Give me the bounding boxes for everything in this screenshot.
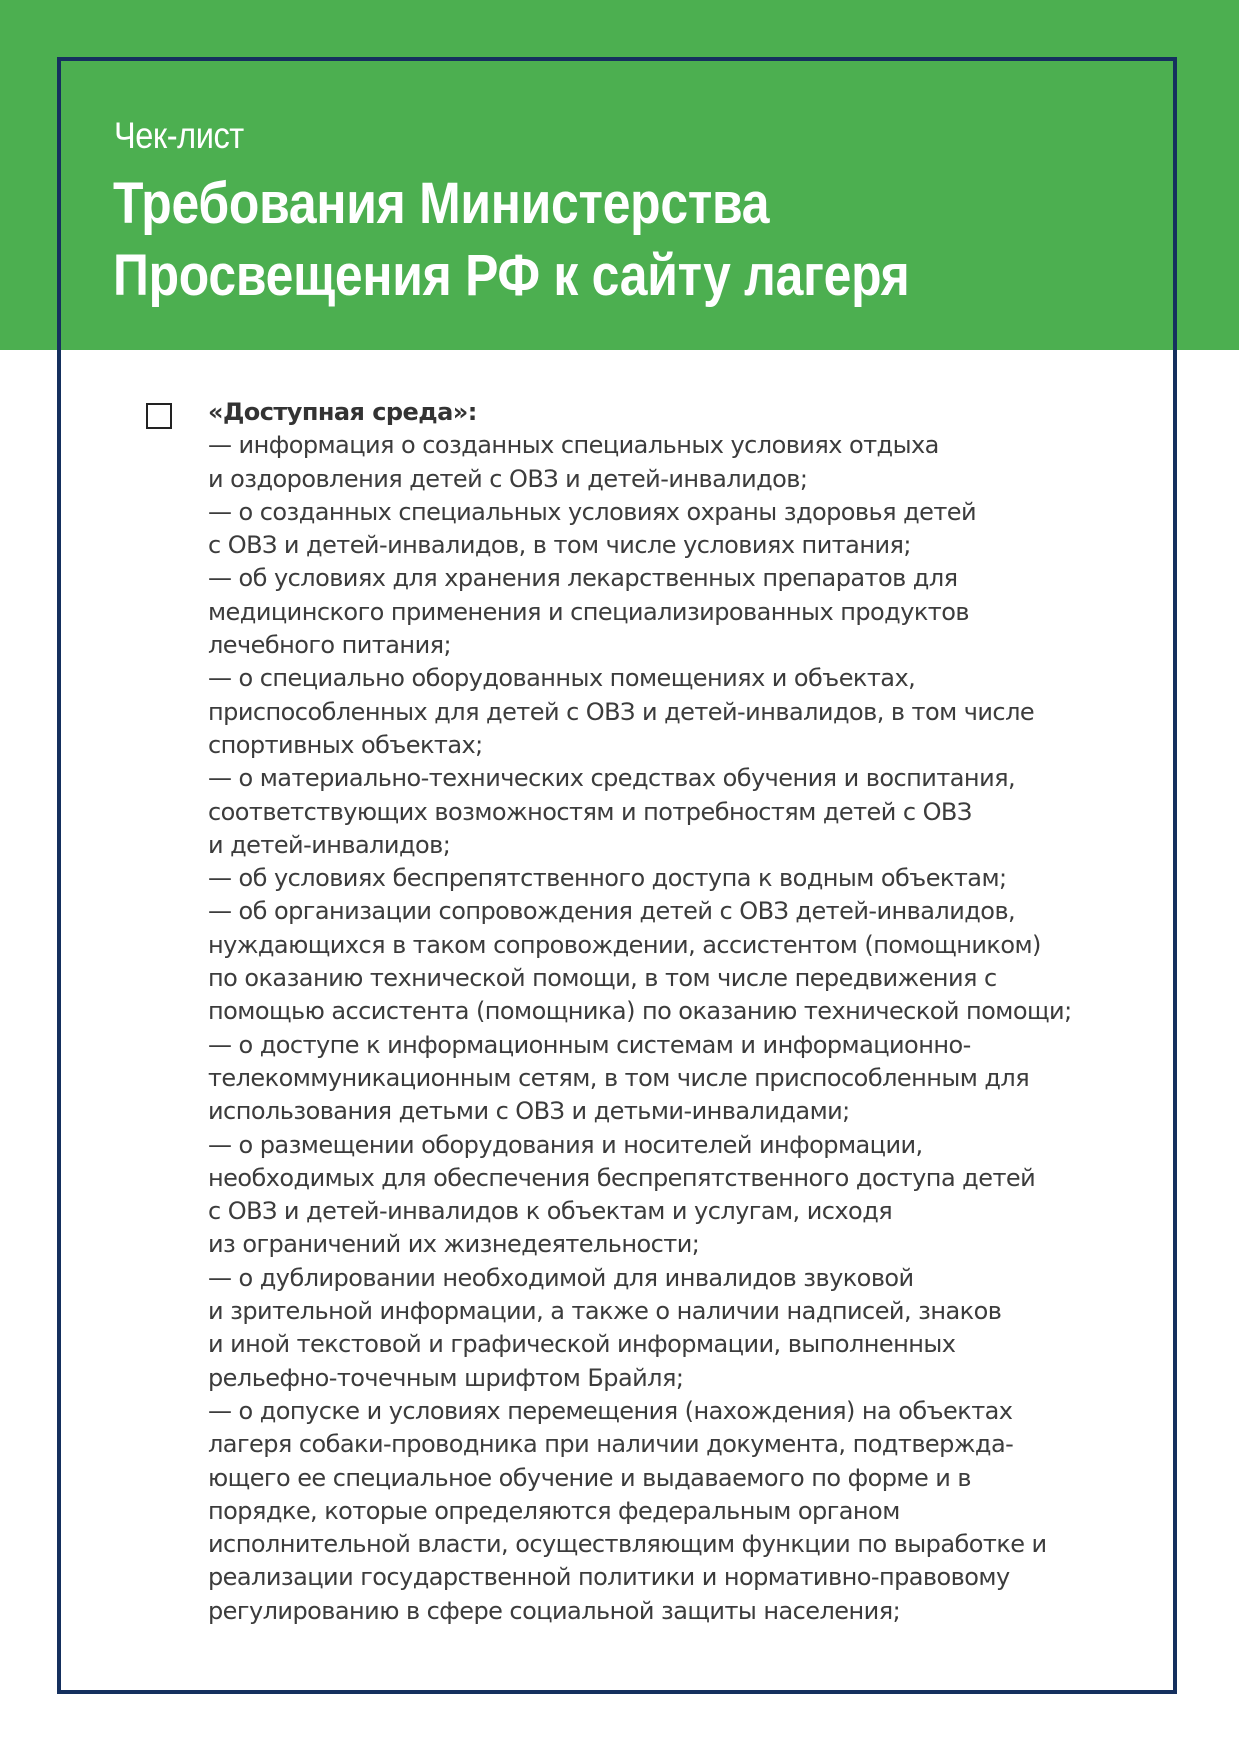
checklist-line: реализации государственной политики и нормативно-правовому <box>208 1563 1010 1592</box>
checklist-line: — о материально-технических средствах обучения и воспитания, <box>208 764 1016 793</box>
checklist-line: медицинского применения и специализированных продуктов <box>208 597 969 626</box>
checklist-line: по оказанию технической помощи, в том числе передвижения с <box>208 964 997 993</box>
checklist-line: спортивных объектах; <box>208 730 483 759</box>
checklist-line: рельефно-точечным шрифтом Брайля; <box>208 1363 684 1392</box>
checklist-line: ющего ее специальное обучение и выдаваемого по форме и в <box>208 1463 971 1492</box>
checklist-line: — о размещении оборудования и носителей информации, <box>208 1130 923 1159</box>
checklist-line: помощью ассистента (помощника) по оказанию технической помощи; <box>208 997 1072 1026</box>
page-title-line-1: Требования Министерства <box>113 171 770 236</box>
checklist-line: нуждающихся в таком сопровождении, ассистентом (помощником) <box>208 930 1041 959</box>
page-title-line-2: Просвещения РФ к сайту лагеря <box>113 243 910 308</box>
checklist-line: — об организации сопровождения детей с ОВЗ детей-инвалидов, <box>208 897 1016 926</box>
checklist-item <box>208 396 1168 1628</box>
checklist-line: — информация о созданных специальных условиях отдыха <box>208 431 939 460</box>
page-title <box>113 168 909 312</box>
checklist-line: — о допуске и условиях перемещения (нахождения) на объектах <box>208 1396 1013 1425</box>
checklist-line: лагеря собаки-проводника при наличии документа, подтвержда- <box>208 1430 1014 1459</box>
checklist-line: и оздоровления детей с ОВЗ и детей-инвалидов; <box>208 464 808 493</box>
checklist-line: необходимых для обеспечения беспрепятственного доступа детей <box>208 1163 1036 1192</box>
checklist-line: исполнительной власти, осуществляющим функции по выработке и <box>208 1530 1047 1559</box>
checklist-line: использования детьми с ОВЗ и детьми-инвалидами; <box>208 1097 850 1126</box>
checklist-item-heading: «Доступная среда»: <box>208 398 477 426</box>
checklist-line: приспособленных для детей с ОВЗ и детей-инвалидов, в том числе <box>208 697 1035 726</box>
checklist-line: и детей-инвалидов; <box>208 830 451 859</box>
checklist-line: — об условиях беспрепятственного доступа к водным объектам; <box>208 864 1007 893</box>
checklist-line: — о специально оборудованных помещениях и объектах, <box>208 664 916 693</box>
checklist-line: порядке, которые определяются федеральным органом <box>208 1496 900 1525</box>
checklist-line: лечебного питания; <box>208 631 452 660</box>
checklist-checkbox[interactable] <box>146 403 172 429</box>
checklist-line: — об условиях для хранения лекарственных препаратов для <box>208 564 958 593</box>
checklist-line: — о доступе к информационным системам и информационно- <box>208 1030 971 1059</box>
checklist-line: и зрительной информации, а также о наличии надписей, знаков <box>208 1297 1002 1326</box>
checklist-line: — о дублировании необходимой для инвалидов звуковой <box>208 1263 914 1292</box>
checklist-line: соответствующих возможностям и потребностям детей с ОВЗ <box>208 797 972 826</box>
checklist-line: с ОВЗ и детей-инвалидов к объектам и услугам, исходя <box>208 1197 893 1226</box>
checklist-line: регулированию в сфере социальной защиты населения; <box>208 1596 901 1625</box>
checklist-line: и иной текстовой и графической информации, выполненных <box>208 1330 956 1359</box>
checklist-line: — о созданных специальных условиях охраны здоровья детей <box>208 497 977 526</box>
checklist-line: телекоммуникационным сетям, в том числе приспособленным для <box>208 1063 1030 1092</box>
header-kicker: Чек-лист <box>114 115 244 156</box>
checklist-line: с ОВЗ и детей-инвалидов, в том числе условиях питания; <box>208 531 911 560</box>
checklist-line: из ограничений их жизнедеятельности; <box>208 1230 700 1259</box>
